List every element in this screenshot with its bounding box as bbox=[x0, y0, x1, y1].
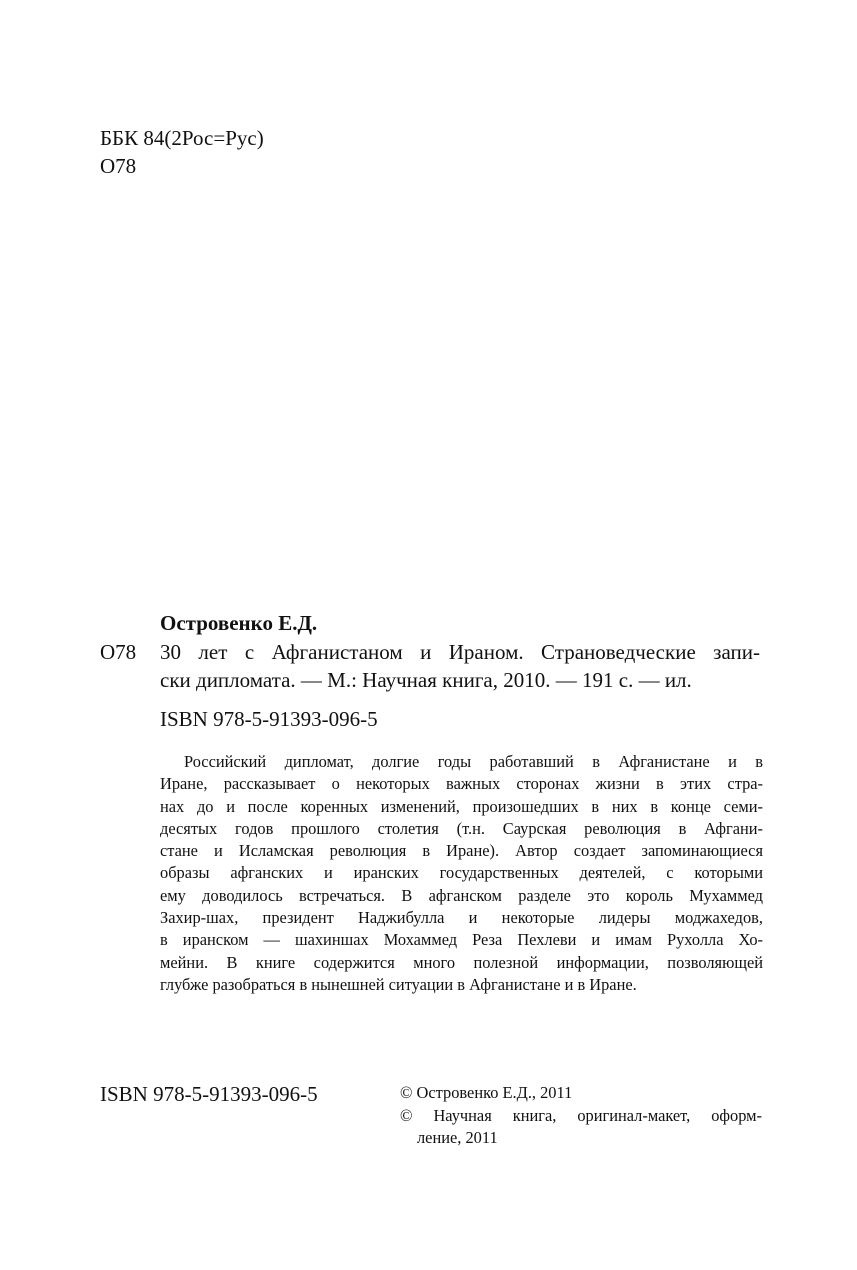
abstract-line: десятых годов прошлого столетия (т.н. Саурская революция в Афгани- bbox=[160, 818, 763, 838]
bbk-block bbox=[100, 124, 264, 180]
copyright-block bbox=[400, 1082, 762, 1150]
abstract-line: Иране, рассказывает о некоторых важных сторонах жизни в этих стра- bbox=[160, 774, 763, 794]
abstract-line: нах до и после коренных изменений, произошедших в них в конце семи- bbox=[160, 796, 763, 816]
abstract-line: Российский дипломат, долгие годы работавший в Афганистане и в bbox=[184, 752, 763, 771]
book-title bbox=[160, 638, 760, 694]
isbn-entry: ISBN 978-5-91393-096-5 bbox=[160, 707, 378, 731]
title-line: ски дипломата. — М.: Научная книга, 2010. — 191 с. — ил. bbox=[160, 668, 692, 692]
abstract-line: в иранском — шахиншах Мохаммед Реза Пехлеви и имам Рухолла Хо- bbox=[160, 930, 763, 950]
title-line: 30 лет с Афганистаном и Ираном. Страноведческие запи- bbox=[160, 640, 760, 664]
copyright-line: ление, 2011 bbox=[417, 1128, 498, 1147]
abstract bbox=[160, 751, 763, 996]
abstract-line: мейни. В книге содержится много полезной информации, позволяющей bbox=[160, 952, 763, 972]
abstract-line: стане и Исламская революция в Иране). Автор создает запоминающиеся bbox=[160, 841, 763, 861]
bbk-classification: ББК 84(2Рос=Рус) bbox=[100, 126, 264, 150]
isbn-footer: ISBN 978-5-91393-096-5 bbox=[100, 1082, 318, 1106]
author-mark: О78 bbox=[100, 154, 137, 178]
copyright-line: © Островенко Е.Д., 2011 bbox=[400, 1083, 573, 1102]
copyright-line: © Научная книга, оригинал-макет, оформ- bbox=[400, 1105, 762, 1125]
author-mark-entry: О78 bbox=[100, 640, 137, 664]
abstract-line: Захир-шах, президент Наджибулла и некоторые лидеры моджахедов, bbox=[160, 908, 763, 928]
abstract-line: ему доводилось встречаться. В афганском разделе это король Мухаммед bbox=[160, 885, 763, 905]
abstract-line: глубже разобраться в нынешней ситуации в Афганистане и в Иране. bbox=[160, 974, 637, 994]
author-name: Островенко Е.Д. bbox=[160, 611, 318, 635]
abstract-line: образы афганских и иранских государственных деятелей, с которыми bbox=[160, 863, 763, 883]
